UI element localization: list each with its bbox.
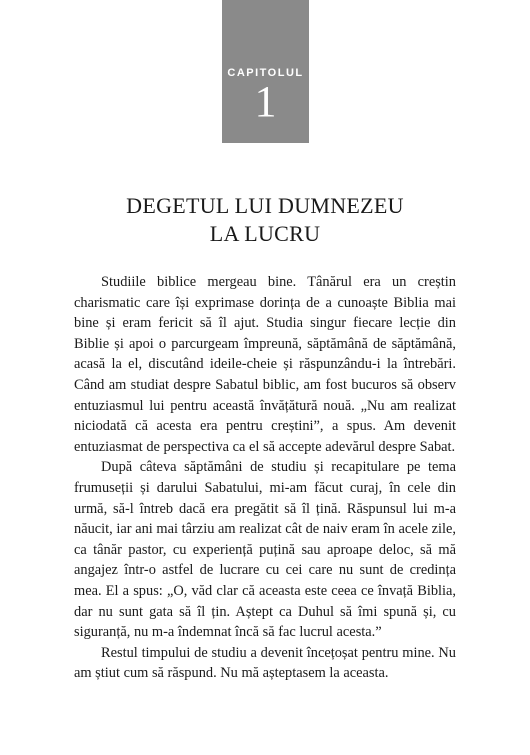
body-text — [74, 272, 456, 684]
chapter-title-line-2: LA LUCRU — [209, 221, 321, 246]
chapter-number: 1 — [254, 77, 277, 126]
chapter-title-line-1: DEGETUL LUI DUMNEZEU — [126, 193, 404, 218]
paragraph-2: După câteva săptămâni de studiu și recapitulare pe tema frumuseții și darului Sabatului, mi-am făcut curaj, în cele din urmă, să-l întreb dacă era pregătit să îl țină. Răspunsul lui m-a năucit, iar ani mai târziu am realizat cât de naiv eram în acele zile, ca tânăr pastor, cu experiență puțină sau aproape deloc, să mă angajez într-o astfel de lucrare cu cei care nu sunt de credința mea. El a spus: „O, văd clar că aceasta este ceea ce învață Biblia, dar nu sunt gata să îl țin. Aștept ca Duhul să îmi spună și, cu siguranță, nu m-a îndemnat încă să fac lucrul acesta.” — [74, 459, 456, 641]
paragraph-3: Restul timpului de studiu a devenit încețoșat pentru mine. Nu am știut cum să răspund. Nu mă așteptasem la aceasta. — [74, 644, 456, 682]
chapter-marker — [222, 0, 309, 143]
chapter-title — [60, 192, 470, 248]
chapter-label: CAPITOLUL — [227, 67, 304, 79]
paragraph-1: Studiile biblice mergeau bine. Tânărul era un creștin charismatic care își exprimase dorința de a cunoaște Biblia mai bine și eram fericit să îl ajut. Studia singur fiecare lecție din Biblie și apoi o parcurgeam împreună, săptămână de săptămână, acasă la el, discutând ideile-cheie și răspunzându-i la întrebări. Când am studiat despre Sabatul biblic, am fost bucuros să observ entuziasmul lui pentru această învățătură nouă. „Nu am realizat niciodată că acesta era pentru creștini”, a spus. Am devenit entuziasmat de perspectiva ca el să accepte adevărul despre Sabat. — [74, 274, 456, 455]
